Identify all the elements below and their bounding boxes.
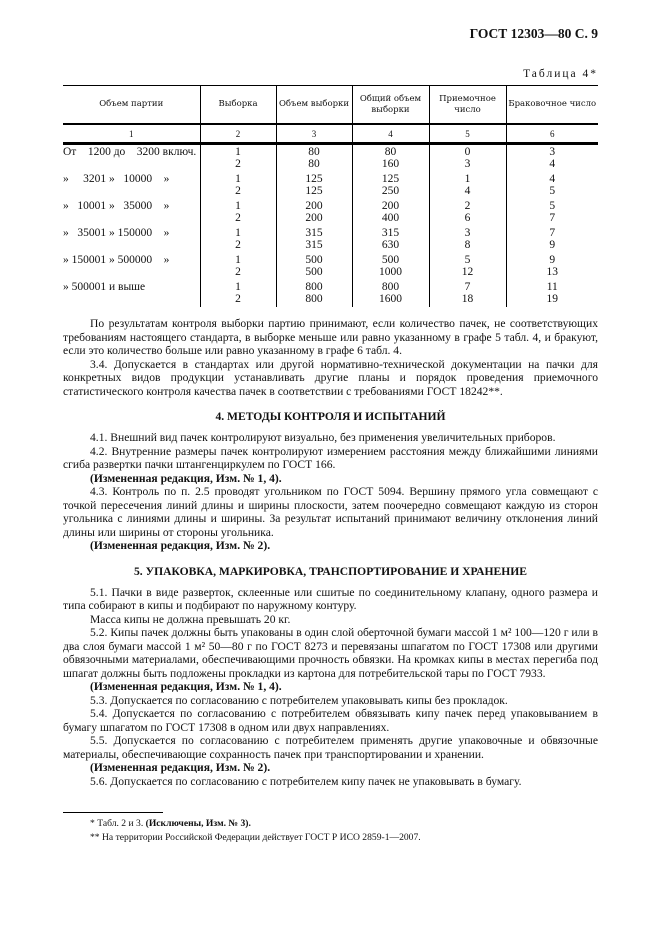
- accept-value: 3: [464, 157, 471, 170]
- column-header: Объем партии: [63, 86, 200, 125]
- accept-value: 7: [464, 281, 471, 293]
- total-value: 400: [381, 211, 400, 224]
- page-header: ГОСТ 12303—80 С. 9: [469, 26, 598, 41]
- table-row: [63, 280, 598, 307]
- total-value: 160: [381, 157, 400, 170]
- sample-value: 1: [235, 200, 241, 212]
- accept-value: 1: [464, 173, 471, 185]
- accept-value: 6: [464, 211, 471, 224]
- footnote-1: [63, 817, 598, 831]
- table-row: [63, 172, 598, 199]
- column-header: Общий объем выборки: [352, 86, 429, 125]
- column-header: Объем выборки: [276, 86, 352, 125]
- reject-cell: [506, 253, 598, 280]
- paragraph-5-6: 5.6. Допускается по согласованию с потребителем кипу пачек не упаковывать в бумагу.: [90, 774, 522, 788]
- total-value: 630: [381, 238, 400, 251]
- paragraph-5-3: 5.3. Допускается по согласованию с потребителем упаковывать кипы без прокладок.: [90, 693, 508, 707]
- total-cell: [352, 144, 429, 173]
- sample-cell: [200, 199, 276, 226]
- total-cell: [352, 253, 429, 280]
- accept-value: 8: [464, 238, 471, 251]
- table-header-row: [63, 86, 598, 125]
- reject-value: 11: [546, 281, 558, 293]
- table-row: [63, 199, 598, 226]
- reject-value: 19: [546, 292, 558, 305]
- sample-value: 1: [235, 281, 241, 293]
- column-header: Приемочное число: [429, 86, 506, 125]
- total-value: 200: [381, 200, 400, 212]
- column-number: 1: [63, 124, 200, 144]
- accept-cell: [429, 280, 506, 307]
- size-value: 125: [305, 184, 323, 197]
- sample-value: 1: [235, 146, 241, 158]
- lot-size: » 35001 » 150000 »: [63, 227, 170, 239]
- sample-value: 2: [235, 238, 241, 251]
- paragraph-3-4: 3.4. Допускается в стандартах или другой нормативно-технической документации на пачки для конкретных видов продукции устанавливать другие планы и порядок проведения приемочного статистического контроля качества пачек в соответствии с требованиями ГОСТ 18242**.: [63, 357, 598, 398]
- total-value: 125: [381, 173, 400, 185]
- footnotes: [63, 812, 598, 845]
- column-header: Браковочное число: [506, 86, 598, 125]
- sample-value: 2: [235, 211, 241, 224]
- reject-cell: [506, 172, 598, 199]
- reject-cell: [506, 144, 598, 173]
- document-body: [63, 317, 598, 788]
- column-number: 3: [276, 124, 352, 144]
- size-value: 315: [305, 227, 323, 239]
- amendment-note: (Измененная редакция, Изм. № 2).: [90, 761, 271, 774]
- size-value: 800: [305, 292, 323, 305]
- paragraph-5-2: 5.2. Кипы пачек должны быть упакованы в один слой оберточной бумаги массой 1 м² 100—120 г или в два слоя бумаги массой 1 м² 50—80 г по ГОСТ 8273 и перевязаны шпагатом по ГОСТ 17308 или другими обвязочными материалами, обеспечивающими прочность обвязки. На кромках кипы в местах перегиба под шпагат должны быть подложены прокладки из картона для потребительской тары по ГОСТ 7933.: [63, 626, 598, 680]
- sample-value: 1: [235, 173, 241, 185]
- sample-cell: [200, 280, 276, 307]
- lot-size-cell: [63, 226, 200, 253]
- accept-value: 18: [461, 292, 474, 305]
- size-value: 500: [305, 265, 323, 278]
- lot-size: » 500001 и выше: [63, 281, 146, 293]
- reject-value: 9: [549, 238, 556, 251]
- total-cell: [352, 172, 429, 199]
- sample-value: 2: [235, 292, 241, 305]
- total-value: 1000: [379, 265, 402, 278]
- lot-size-cell: [63, 199, 200, 226]
- total-value: 1600: [379, 292, 402, 305]
- reject-value: 5: [549, 184, 556, 197]
- paragraph-5-1: 5.1. Пачки в виде разверток, склеенные или сшитые по соединительному клапану, одного размера и типа собирают в кипы и подбирают по наружному контуру.: [63, 585, 598, 612]
- reject-cell: [506, 280, 598, 307]
- size-value: 200: [305, 200, 323, 212]
- lot-size: От 1200 до 3200 включ.: [63, 146, 197, 158]
- total-value: 80: [384, 146, 397, 158]
- paragraph-mass: Масса кипы не должна превышать 20 кг.: [90, 612, 291, 626]
- paragraph-4-3: 4.3. Контроль по п. 2.5 проводят угольником по ГОСТ 5094. Вершину прямого угла совмещают с точкой пересечения линий длины и ширины плоскости, затем поочередно совмещают каждую из сторон угольника с линиями длины и ширины. За результат испытаний принимают величину отклонения линий длины или ширины от стороны угольника.: [63, 485, 598, 539]
- accept-value: 2: [464, 200, 471, 212]
- size-cell: [276, 226, 352, 253]
- total-value: 500: [381, 254, 400, 266]
- footnote-rule: [63, 812, 163, 813]
- accept-value: 12: [461, 265, 474, 278]
- reject-value: 5: [549, 200, 556, 212]
- sample-cell: [200, 172, 276, 199]
- sample-value: 2: [235, 157, 241, 170]
- sample-cell: [200, 144, 276, 173]
- footnote-2: ** На территории Российской Федерации действует ГОСТ Р ИСО 2859-1—2007.: [90, 832, 421, 843]
- total-value: 800: [381, 281, 400, 293]
- reject-cell: [506, 199, 598, 226]
- column-number-row: [63, 124, 598, 144]
- paragraph-5-5: 5.5. Допускается по согласованию с потребителем применять другие упаковочные и обвязочные материалы, обеспечивающие сохранность пачек при транспортировании и хранении.: [63, 734, 598, 761]
- total-value: 315: [381, 227, 400, 239]
- accept-cell: [429, 144, 506, 173]
- size-value: 500: [305, 254, 323, 266]
- size-cell: [276, 280, 352, 307]
- size-value: 315: [305, 238, 323, 251]
- table-caption: Таблица 4*: [523, 68, 598, 80]
- size-cell: [276, 144, 352, 173]
- page-column: [63, 0, 598, 865]
- sample-value: 2: [235, 184, 241, 197]
- paragraph-4-1: 4.1. Внешний вид пачек контролируют визуально, без применения увеличительных приборов.: [90, 431, 556, 444]
- reject-value: 7: [549, 227, 556, 239]
- reject-value: 7: [549, 211, 556, 224]
- table-row: [63, 253, 598, 280]
- accept-value: 0: [464, 146, 471, 158]
- size-value: 80: [308, 157, 320, 170]
- lot-size-cell: [63, 253, 200, 280]
- lot-size: » 150001 » 500000 »: [63, 254, 170, 266]
- paragraph-4-2: 4.2. Внутренние размеры пачек контролируют измерением расстояния между ближайшими линиями сгиба развертки пачки штангенциркулем по ГОСТ 166.: [63, 444, 598, 471]
- section-heading-5: 5. УПАКОВКА, МАРКИРОВКА, ТРАНСПОРТИРОВАНИЕ И ХРАНЕНИЕ: [133, 564, 528, 578]
- table-row: [63, 144, 598, 173]
- size-cell: [276, 199, 352, 226]
- reject-cell: [506, 226, 598, 253]
- column-number: 5: [429, 124, 506, 144]
- reject-value: 4: [549, 173, 556, 185]
- size-value: 125: [305, 173, 323, 185]
- table-row: [63, 226, 598, 253]
- footnote-1-text: * Табл. 2 и 3.: [90, 818, 146, 829]
- lot-size-cell: [63, 172, 200, 199]
- total-value: 250: [381, 184, 400, 197]
- lot-size: » 10001 » 35000 »: [63, 200, 170, 212]
- lot-size-cell: [63, 280, 200, 307]
- paragraph: По результатам контроля выборки партию принимают, если количество пачек, не соответствующих требованиям настоящего стандарта, в выборке меньше или равно указанному в графе 5 табл. 4, и бракуют, если это количество больше или равно указанному в графе 6 табл. 4.: [63, 317, 598, 357]
- accept-cell: [429, 226, 506, 253]
- column-number: 2: [200, 124, 276, 144]
- sample-value: 1: [235, 254, 241, 266]
- total-cell: [352, 226, 429, 253]
- sample-value: 1: [235, 227, 241, 239]
- lot-size: » 3201 » 10000 »: [63, 173, 170, 185]
- lot-size-cell: [63, 144, 200, 173]
- accept-value: 4: [464, 184, 471, 197]
- size-value: 800: [305, 281, 323, 293]
- amendment-note: (Измененная редакция, Изм. № 1, 4).: [90, 680, 282, 693]
- reject-value: 3: [549, 146, 556, 158]
- reject-value: 13: [546, 265, 558, 278]
- size-cell: [276, 253, 352, 280]
- sample-value: 2: [235, 265, 241, 278]
- accept-cell: [429, 199, 506, 226]
- accept-cell: [429, 253, 506, 280]
- size-value: 80: [308, 146, 320, 158]
- accept-cell: [429, 172, 506, 199]
- sample-cell: [200, 226, 276, 253]
- column-number: 6: [506, 124, 598, 144]
- column-number: 4: [352, 124, 429, 144]
- accept-value: 3: [464, 227, 471, 239]
- total-cell: [352, 199, 429, 226]
- sample-cell: [200, 253, 276, 280]
- paragraph-5-4: 5.4. Допускается по согласованию с потребителем обвязывать кипу пачек перед упаковыванием в бумагу шпагатом по ГОСТ 17308 в одном или двух направлениях.: [63, 707, 598, 734]
- reject-value: 4: [549, 157, 556, 170]
- amendment-note: (Измененная редакция, Изм. № 2).: [90, 539, 271, 552]
- total-cell: [352, 280, 429, 307]
- reject-value: 9: [549, 254, 556, 266]
- amendment-note: (Измененная редакция, Изм. № 1, 4).: [90, 471, 282, 485]
- section-heading-4: 4. МЕТОДЫ КОНТРОЛЯ И ИСПЫТАНИЙ: [215, 410, 446, 423]
- column-header: Выборка: [200, 86, 276, 125]
- accept-value: 5: [464, 254, 471, 266]
- sampling-table: [63, 85, 598, 307]
- size-cell: [276, 172, 352, 199]
- size-value: 200: [305, 211, 323, 224]
- footnote-1-note: (Исключены, Изм. № 3).: [145, 818, 251, 829]
